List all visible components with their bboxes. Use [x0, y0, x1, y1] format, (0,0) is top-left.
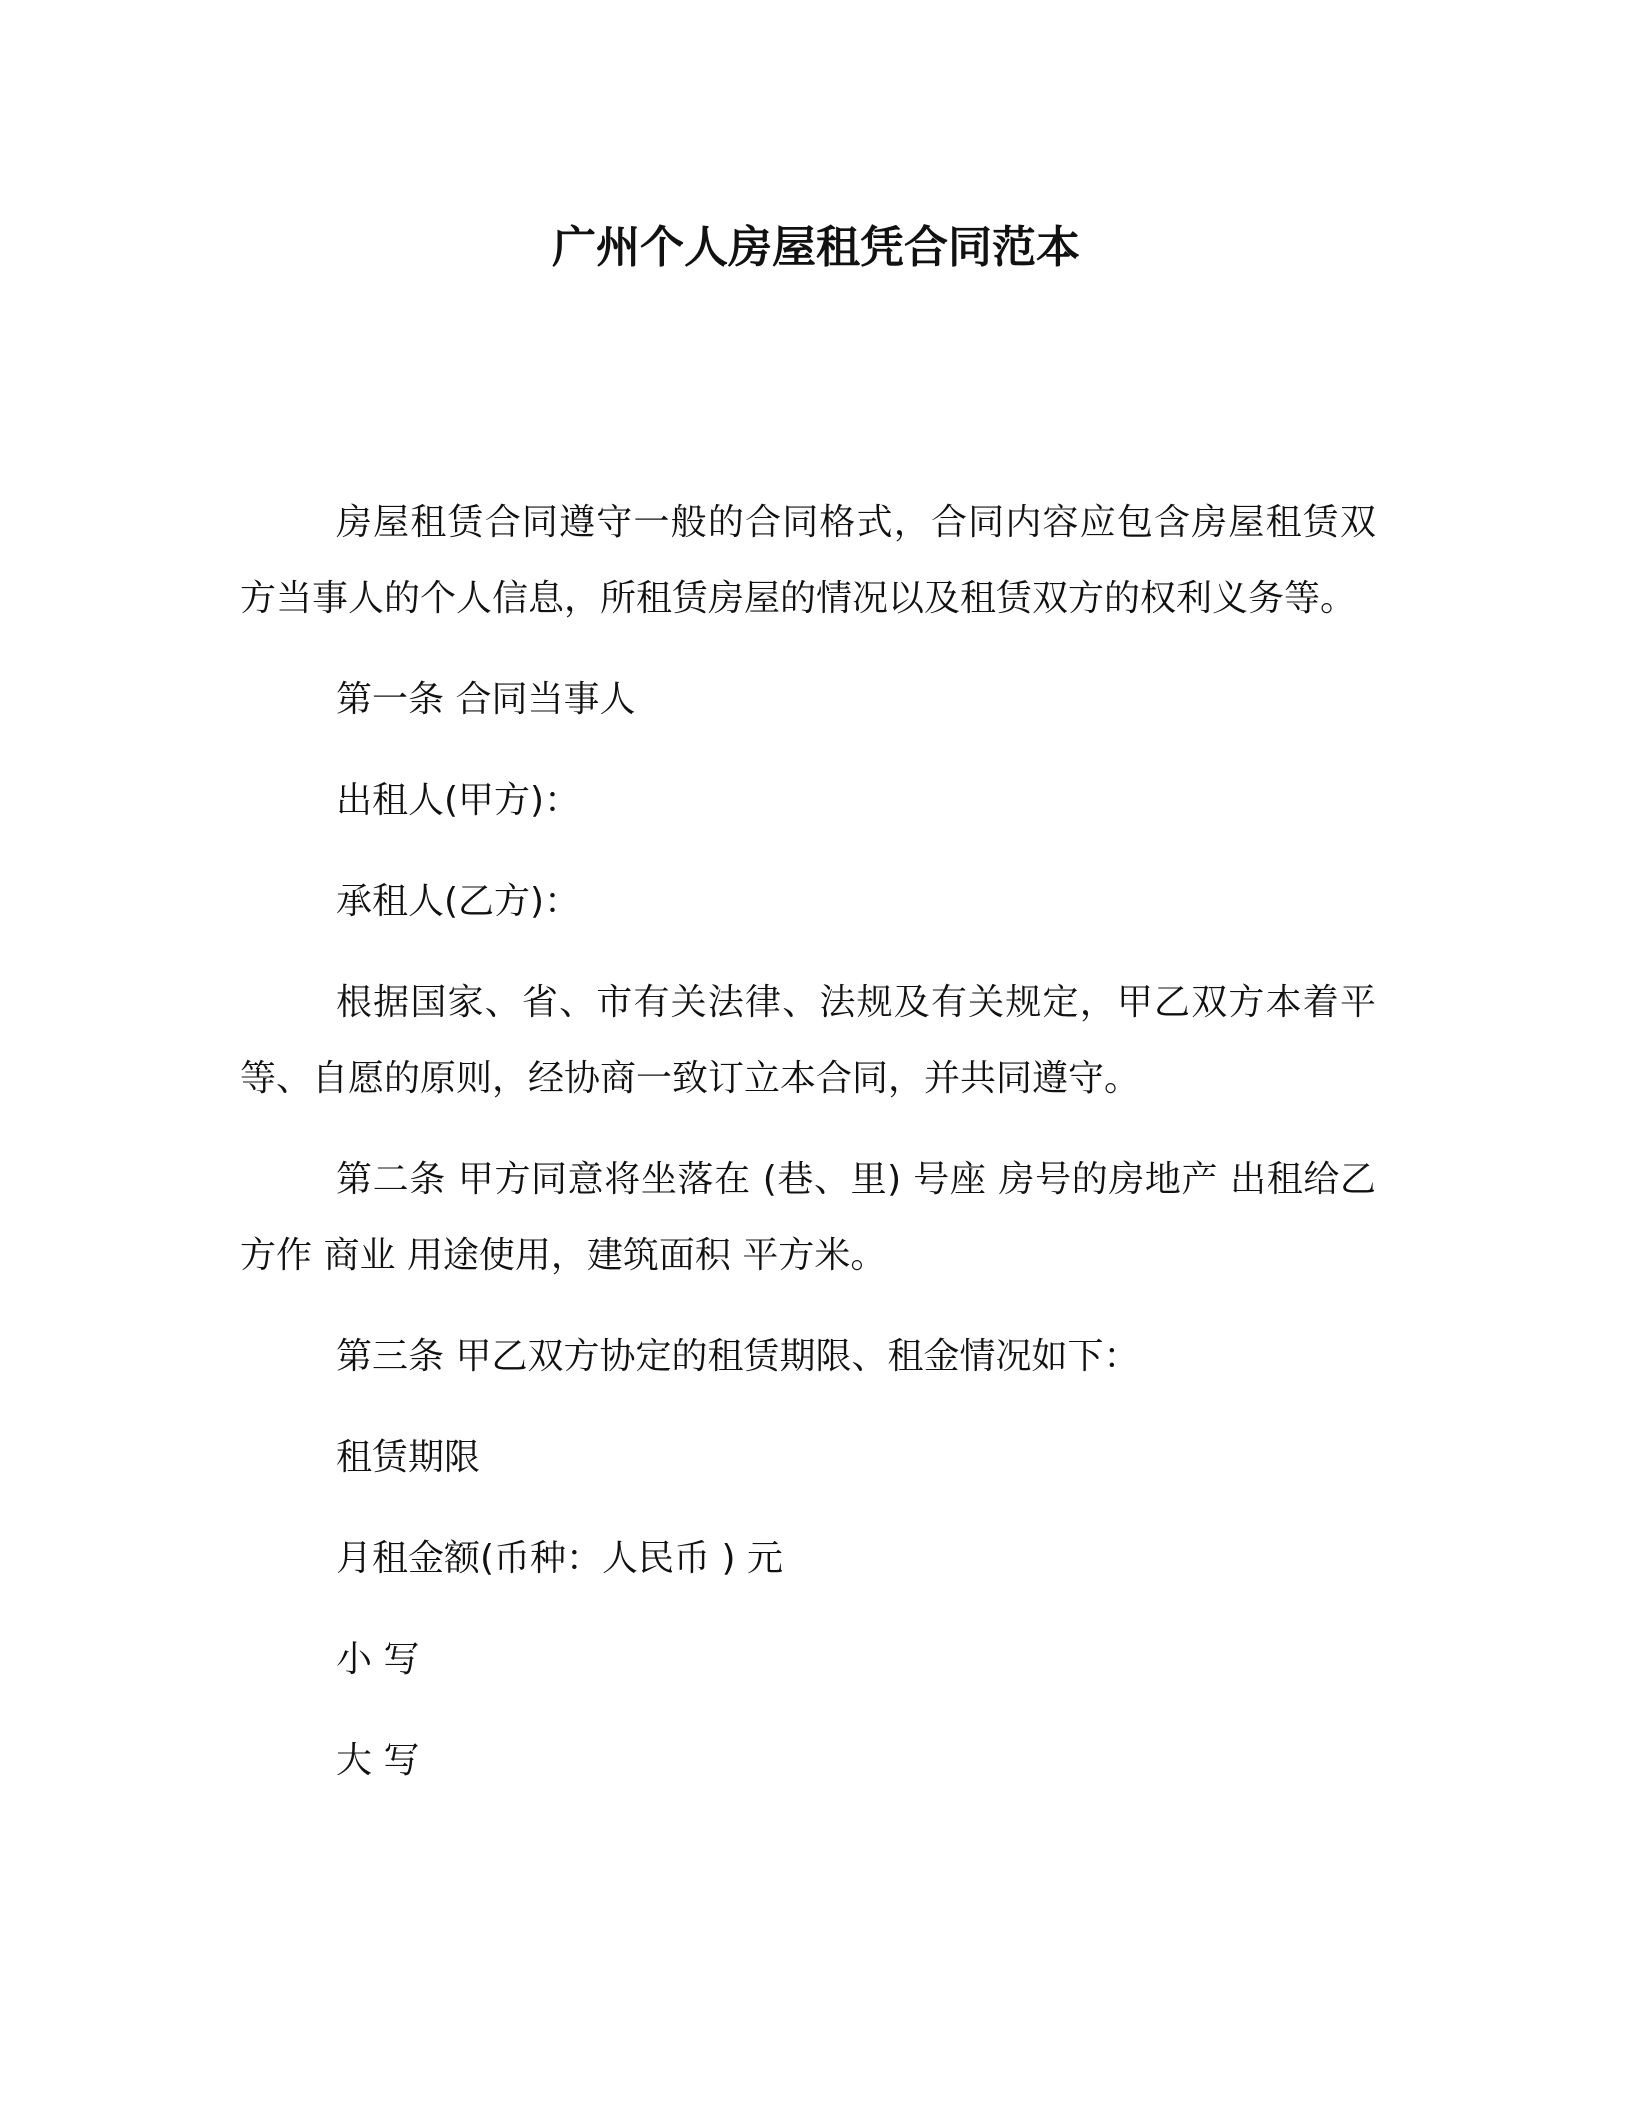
intro-paragraph: 房屋租赁合同遵守一般的合同格式，合同内容应包含房屋租赁双方当事人的个人信息，所租赁房屋的情况以及租赁双方的权利义务等。	[240, 502, 1376, 619]
document-body	[240, 485, 1376, 1824]
amount-uppercase-line: 大 写	[336, 1740, 420, 1781]
article-one-heading: 第一条 合同当事人	[336, 679, 636, 720]
document-title: 广州个人房屋租凭合同范本	[552, 222, 1080, 273]
legal-basis-paragraph: 根据国家、省、市有关法律、法规及有关规定，甲乙双方本着平等、自愿的原则，经协商一致订立本合同，并共同遵守。	[240, 982, 1376, 1099]
article-two-paragraph: 第二条 甲方同意将坐落在 (巷、里) 号座 房号的房地产 出租给乙方作 商业 用途使用，建筑面积 平方米。	[240, 1159, 1376, 1276]
lease-term-line: 租赁期限	[336, 1437, 481, 1478]
lessee-line: 承租人(乙方)：	[336, 881, 581, 922]
amount-lowercase-line: 小 写	[336, 1639, 420, 1680]
monthly-rent-line: 月租金额(币种：人民币 ) 元	[336, 1538, 783, 1579]
lessor-line: 出租人(甲方)：	[336, 780, 581, 821]
article-three-heading: 第三条 甲乙双方协定的租赁期限、租金情况如下：	[336, 1336, 1140, 1377]
